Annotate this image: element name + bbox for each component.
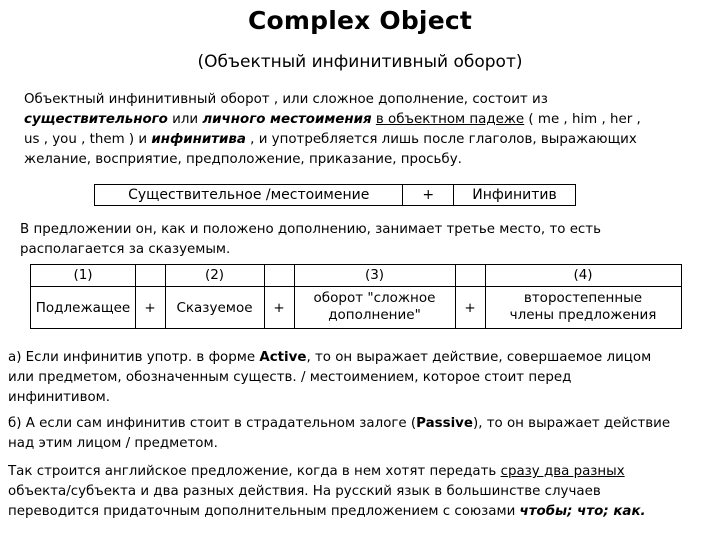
connector-text: или <box>167 112 203 127</box>
active-term: Active <box>259 350 307 365</box>
note-a-text: , то он выражает действие, совершаемое лицом <box>306 350 652 365</box>
page-title: Complex Object <box>247 6 473 35</box>
passive-term: Passive <box>416 416 473 431</box>
note-c-line-1 <box>8 462 714 482</box>
note-a-text: а) Если инфинитив употр. в форме <box>8 350 260 365</box>
noun-term: существительного <box>24 112 168 127</box>
pronoun-list-2: us , you , them ) и <box>24 132 152 147</box>
note-a-line-3: инфинитивом. <box>8 390 111 405</box>
note-a <box>8 348 714 408</box>
note-b-text: б) А если сам инфинитив стоит в страдательном залоге ( <box>8 416 417 431</box>
formula-box <box>94 184 576 206</box>
position-note-line-1: В предложении он, как и положено дополнению, занимает третье место, то есть <box>20 222 601 237</box>
pronoun-list-1: ( me , him , her , <box>524 112 641 127</box>
definition-paragraph <box>24 90 716 170</box>
plus-sign: + <box>464 299 476 316</box>
note-b-text: ), то он выражает действие <box>472 416 671 431</box>
note-c-text: переводится придаточным дополнительным предложением с союзами <box>8 504 520 519</box>
plus-sign: + <box>273 299 285 316</box>
two-objects-term: сразу два разных <box>500 464 625 479</box>
definition-line-1: Объектный инфинитивный оборот , или сложное дополнение, состоит из <box>24 92 548 107</box>
note-b-line-2: над этим лицом / предметом. <box>8 436 218 451</box>
col-number-3: (3) <box>364 267 385 283</box>
subject-cell: Подлежащее <box>35 299 131 316</box>
note-b-line-1 <box>8 414 714 434</box>
note-a-line-1 <box>8 348 714 368</box>
definition-line-4: желание, восприятие, предположение, приказание, просьбу. <box>24 152 462 167</box>
note-c <box>8 462 714 522</box>
formula-plus: + <box>403 185 454 205</box>
note-a-line-2: или предметом, обозначенным существ. / местоимением, которое стоит перед <box>8 370 572 385</box>
complex-object-cell: оборот "сложное дополнение" <box>313 290 436 323</box>
note-c-line-3 <box>8 502 714 522</box>
formula-infinitive: Инфинитив <box>472 187 557 203</box>
usage-text: , и употребляется лишь после глаголов, выражающих <box>245 132 637 147</box>
note-c-line-2: объекта/субъекта и два разных действия. На русский язык в большинстве случаев <box>8 484 601 499</box>
sentence-structure-table <box>30 264 682 329</box>
conjunctions-term: чтобы; что; как. <box>519 504 646 519</box>
infinitive-term: инфинитива <box>151 132 246 147</box>
formula-noun-pronoun: Существительное /местоимение <box>95 185 403 205</box>
note-b <box>8 414 714 454</box>
page-subtitle: (Объектный инфинитивный оборот) <box>197 52 523 72</box>
pronoun-term: личного местоимения <box>202 112 372 127</box>
col-number-4: (4) <box>573 267 593 283</box>
predicate-cell: Сказуемое <box>176 299 253 316</box>
definition-line-2 <box>24 110 716 130</box>
col-number-1: (1) <box>73 267 93 283</box>
note-c-text: Так строится английское предложение, когда в нем хотят передать <box>8 464 501 479</box>
plus-sign: + <box>144 299 156 316</box>
position-note <box>20 220 712 260</box>
objective-case-term: в объектном падеже <box>375 112 525 127</box>
col-number-2: (2) <box>204 267 225 283</box>
secondary-members-cell: второстепенные члены предложения <box>509 290 657 323</box>
position-note-line-2: располагается за сказуемым. <box>20 242 231 257</box>
definition-line-3 <box>24 130 716 150</box>
